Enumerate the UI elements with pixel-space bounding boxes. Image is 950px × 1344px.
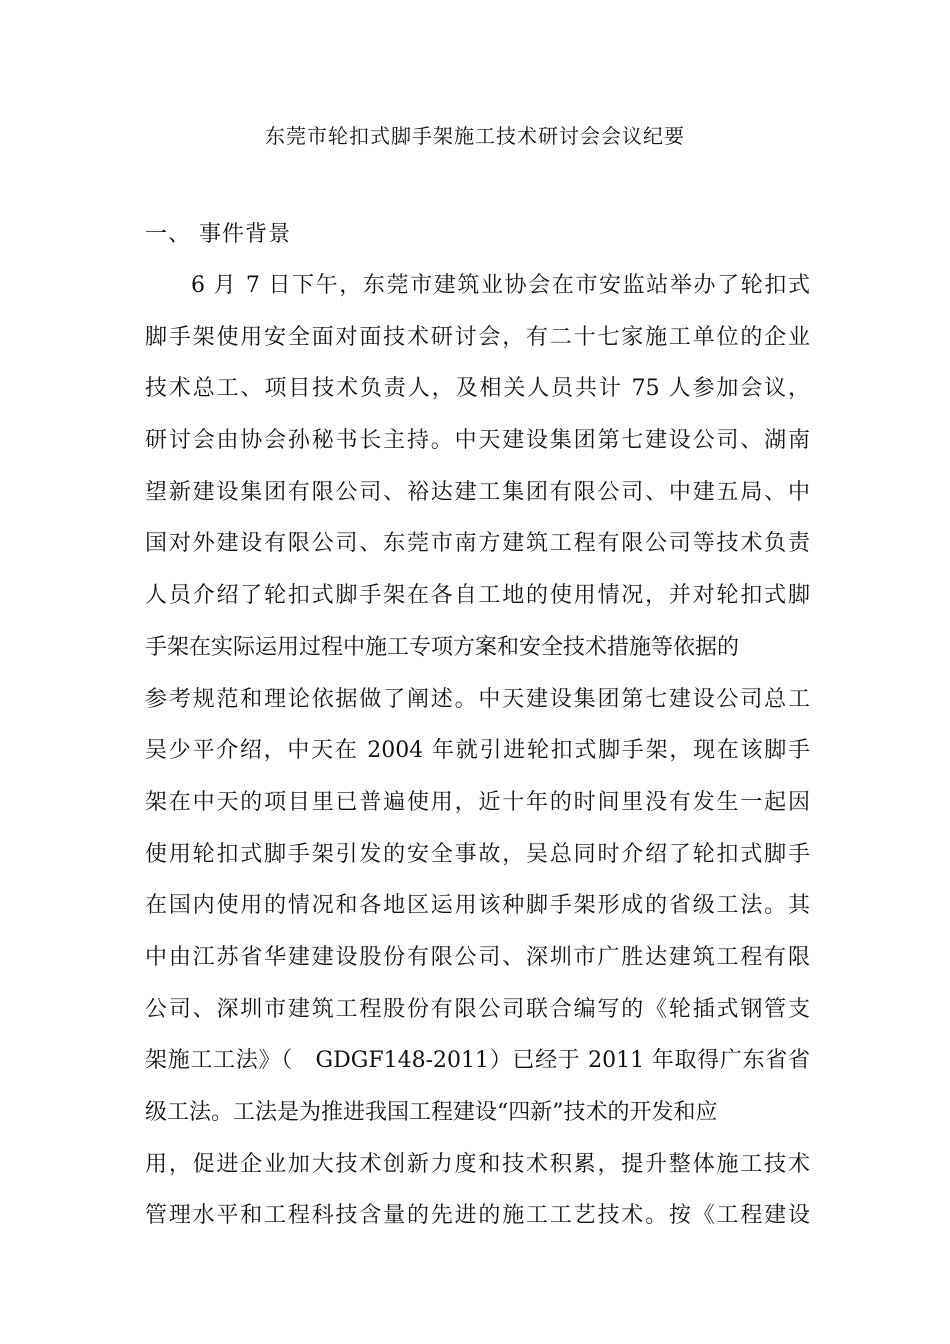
paragraph-line: 技术总工、项目技术负责人，及相关人员共计 75 人参加会议， xyxy=(145,376,810,402)
paragraph-line: 管理水平和工程科技含量的先进的施工工艺技术。按《工程建设 xyxy=(145,1203,810,1229)
paragraph-line: 用，促进企业加大技术创新力度和技术积累，提升整体施工技术 xyxy=(145,1151,810,1177)
paragraph-line: 国对外建设有限公司、东莞市南方建筑工程有限公司等技术负责 xyxy=(145,531,810,557)
paragraph-line: 级工法。工法是为推进我国工程建设“四新”技术的开发和应 xyxy=(145,1100,718,1125)
paragraph-line: 望新建设集团有限公司、裕达建工集团有限公司、中建五局、中 xyxy=(145,479,810,505)
paragraph-line: 架施工工法》（ GDGF148-2011）已经于 2011 年取得广东省省 xyxy=(145,1048,810,1074)
paragraph-line: 研讨会由协会孙秘书长主持。中天建设集团第七建设公司、湖南 xyxy=(145,428,810,454)
section-heading: 一、 事件背景 xyxy=(145,222,291,247)
paragraph-line: 中由江苏省华建建设股份有限公司、深圳市广胜达建筑工程有限 xyxy=(145,944,810,970)
document-title: 东莞市轮扣式脚手架施工技术研讨会会议纪要 xyxy=(265,124,685,148)
paragraph-line: 吴少平介绍，中天在 2004 年就引进轮扣式脚手架，现在该脚手 xyxy=(145,738,810,764)
paragraph-line: 公司、深圳市建筑工程股份有限公司联合编写的《轮插式钢管支 xyxy=(145,996,810,1022)
paragraph-line: 手架在实际运用过程中施工专项方案和安全技术措施等依据的 xyxy=(145,634,740,660)
paragraph-line: 在国内使用的情况和各地区运用该种脚手架形成的省级工法。其 xyxy=(145,893,810,919)
paragraph-line: 使用轮扣式脚手架引发的安全事故，吴总同时介绍了轮扣式脚手 xyxy=(145,841,810,867)
paragraph-line: 架在中天的项目里已普遍使用，近十年的时间里没有发生一起因 xyxy=(145,789,810,815)
paragraph-line: 6 月 7 日下午，东莞市建筑业协会在市安监站举办了轮扣式 xyxy=(191,273,810,298)
body-paragraph xyxy=(145,264,810,1246)
paragraph-line: 脚手架使用安全面对面技术研讨会，有二十七家施工单位的企业 xyxy=(145,324,810,350)
paragraph-line: 人员介绍了轮扣式脚手架在各自工地的使用情况，并对轮扣式脚 xyxy=(145,583,810,609)
paragraph-line: 参考规范和理论依据做了阐述。中天建设集团第七建设公司总工 xyxy=(145,686,810,712)
